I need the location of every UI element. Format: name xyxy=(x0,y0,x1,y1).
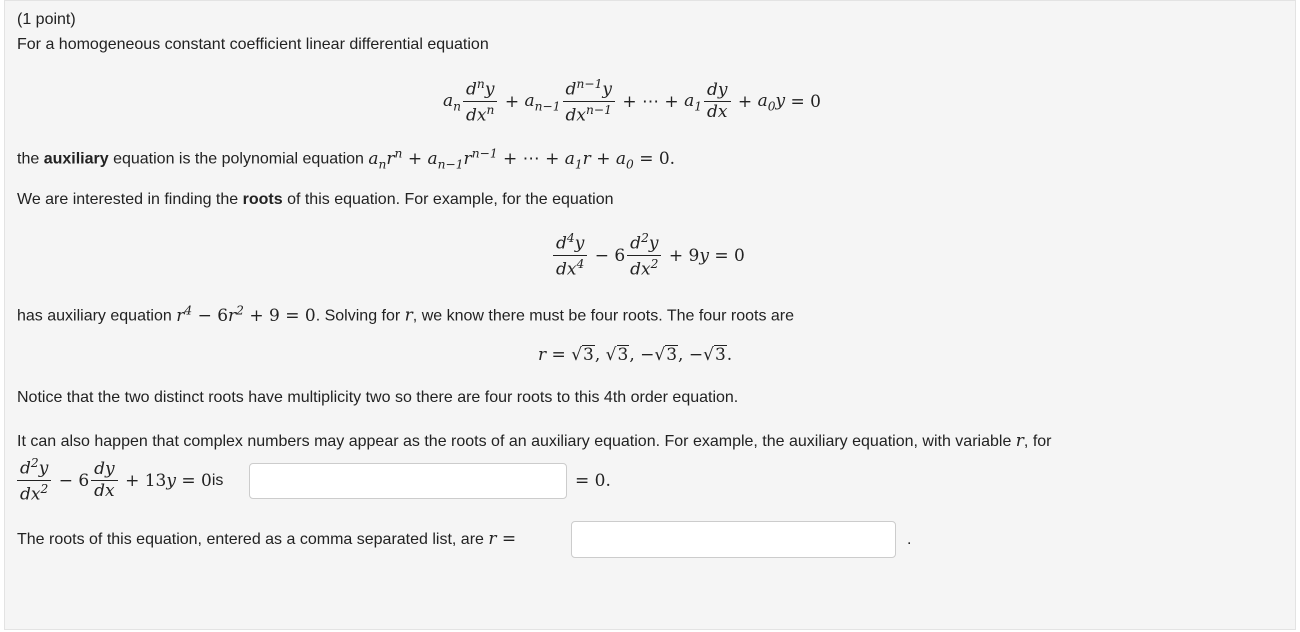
var-r-3: r xyxy=(488,529,497,549)
roots-suffix: of this equation. For example, for the equation xyxy=(282,191,614,208)
auxiliary-paragraph xyxy=(17,146,675,171)
has-prefix: has auxiliary equation xyxy=(17,307,177,325)
aux-suffix: equation is the polynomial equation xyxy=(108,150,369,168)
aux-bold: auxiliary xyxy=(43,150,109,168)
example-de-equation: $\frac{d^4y}{dx^4}$ − 6 $\frac{d^2y}{dx^2}$ + 9 y = 0 xyxy=(551,231,745,280)
aux-prefix: the xyxy=(17,150,44,168)
roots-prefix: We are interested in finding the xyxy=(17,191,243,208)
general-de-equation: $a_n$ $\frac{d^ny}{dx^n}$ + $a_{n-1}$ $\frac{d^{n-1}y}{dx^{n-1}}$ + ⋯ + $a_1$ $\frac{dy}{dx}$ + $a_0y$ = 0 xyxy=(443,77,821,126)
complex-suffix: , for xyxy=(1023,433,1052,450)
has-suffix: , we know there must be four roots. The four roots are xyxy=(412,307,795,325)
roots-display: r = √3, √3, −√3, −√3. xyxy=(538,345,733,365)
problem-panel xyxy=(4,0,1296,630)
points-label: (1 point) xyxy=(17,11,76,28)
has-middle: . Solving for xyxy=(315,307,405,325)
intro-text: For a homogeneous constant coefficient linear differential equation xyxy=(17,36,489,53)
var-r: r xyxy=(404,305,413,326)
roots-input[interactable] xyxy=(571,521,896,558)
var-r-2: r xyxy=(1015,431,1024,451)
question2-paragraph xyxy=(17,529,516,549)
auxiliary-equation-input[interactable] xyxy=(249,463,567,499)
complex-text: It can also happen that complex numbers may appear as the roots of an auxiliary equation. For example, the auxiliary equation, with variable xyxy=(17,433,1016,450)
aux-polynomial: $a_nr^n + a_{n-1}r^{n-1}$ + ⋯ + $a_1r + a_0 = 0$. xyxy=(368,146,676,172)
question1-equals-zero: = 0. xyxy=(575,471,611,491)
question2-period: . xyxy=(907,531,912,548)
roots-paragraph xyxy=(17,191,614,209)
question1-equation: $\frac{d^2y}{dx^2}$ − 6 $\frac{dy}{dx}$ + 13 y = 0 is xyxy=(17,456,223,505)
has-auxiliary-paragraph xyxy=(17,303,794,326)
notice-paragraph: Notice that the two distinct roots have multiplicity two so there are four roots to this 4th order equation. xyxy=(17,389,739,406)
roots-bold: roots xyxy=(242,191,283,208)
question2-equals: = xyxy=(496,529,517,549)
question1-is: is xyxy=(211,471,224,489)
complex-paragraph xyxy=(17,431,1051,451)
question2-text: The roots of this equation, entered as a comma separated list, are xyxy=(17,531,489,548)
example-aux-equation: $r^4 - 6r^2 + 9 = 0$ xyxy=(176,303,316,326)
